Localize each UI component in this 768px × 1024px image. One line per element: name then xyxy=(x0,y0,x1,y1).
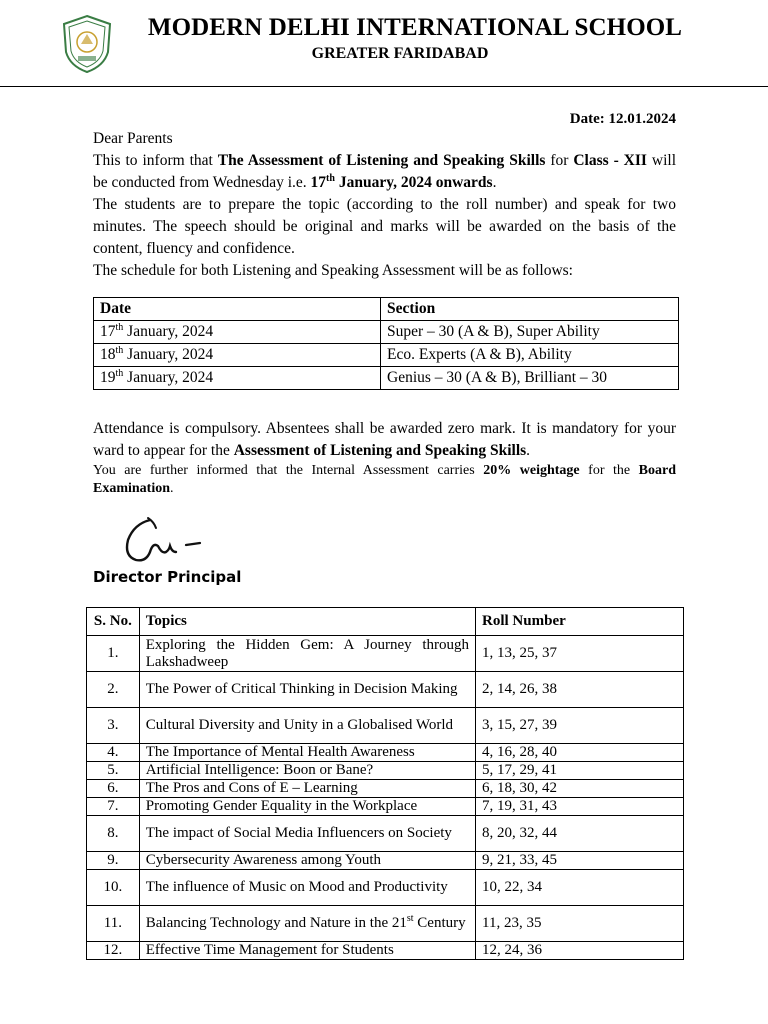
schedule-date: 18th January, 2024 xyxy=(94,344,381,367)
topic-rolls: 4, 16, 28, 40 xyxy=(476,744,684,762)
topic-row xyxy=(87,636,684,672)
topic-row xyxy=(87,672,684,708)
topic-title: The Importance of Mental Health Awareness xyxy=(139,744,475,762)
topic-row xyxy=(87,762,684,780)
topic-row xyxy=(87,942,684,960)
topic-title: Cultural Diversity and Unity in a Globalised World xyxy=(139,708,475,744)
topic-title: The Pros and Cons of E – Learning xyxy=(139,780,475,798)
topic-rolls: 8, 20, 32, 44 xyxy=(476,816,684,852)
signature xyxy=(120,512,210,568)
topics-header-sno: S. No. xyxy=(87,608,140,636)
topics-header-topics: Topics xyxy=(139,608,475,636)
schedule-table xyxy=(93,297,679,390)
schedule-date: 19th January, 2024 xyxy=(94,367,381,390)
topic-sno: 5. xyxy=(87,762,140,780)
topic-sno: 9. xyxy=(87,852,140,870)
schedule-row xyxy=(94,321,679,344)
topic-sno: 12. xyxy=(87,942,140,960)
topic-sno: 8. xyxy=(87,816,140,852)
topic-title: Exploring the Hidden Gem: A Journey through Lakshadweep xyxy=(139,636,475,672)
topic-row xyxy=(87,708,684,744)
school-location: GREATER FARIDABAD xyxy=(311,45,489,62)
topic-row xyxy=(87,816,684,852)
topic-rolls: 9, 21, 33, 45 xyxy=(476,852,684,870)
topic-row xyxy=(87,780,684,798)
schedule-section: Eco. Experts (A & B), Ability xyxy=(381,344,679,367)
topic-sno: 3. xyxy=(87,708,140,744)
schedule-header-row xyxy=(94,298,679,321)
topic-row xyxy=(87,870,684,906)
schedule-header-section: Section xyxy=(381,298,679,321)
topic-rolls: 7, 19, 31, 43 xyxy=(476,798,684,816)
schedule-row xyxy=(94,344,679,367)
salutation: Dear Parents xyxy=(93,130,173,147)
topic-row xyxy=(87,744,684,762)
letter-date: Date: 12.01.2024 xyxy=(569,111,676,127)
school-name: MODERN DELHI INTERNATIONAL SCHOOL xyxy=(147,14,683,41)
topic-rolls: 3, 15, 27, 39 xyxy=(476,708,684,744)
topic-title: Artificial Intelligence: Boon or Bane? xyxy=(139,762,475,780)
topic-row xyxy=(87,798,684,816)
topic-title: The impact of Social Media Influencers on Society xyxy=(139,816,475,852)
weightage-paragraph: You are further informed that the Internal Assessment carries 20% weightage for the Board Examination. xyxy=(93,463,676,496)
schedule-intro: The schedule for both Listening and Speaking Assessment will be as follows: xyxy=(93,262,573,279)
topic-title: Promoting Gender Equality in the Workplace xyxy=(139,798,475,816)
preparation-paragraph: The students are to prepare the topic (according to the roll number) and speak for two minutes. The speech should be original and marks will be awarded on the basis of the content, fluency and confidence. xyxy=(93,196,676,257)
topic-title: Effective Time Management for Students xyxy=(139,942,475,960)
topic-rolls: 12, 24, 36 xyxy=(476,942,684,960)
schedule-date: 17th January, 2024 xyxy=(94,321,381,344)
schedule-header-date: Date xyxy=(94,298,381,321)
intro-paragraph: This to inform that The Assessment of Listening and Speaking Skills for Class - XII will be conducted from Wednesday i.e. 17th January, 2024 onwards. xyxy=(93,152,676,191)
topic-title: The Power of Critical Thinking in Decision Making xyxy=(139,672,475,708)
topic-sno: 10. xyxy=(87,870,140,906)
attendance-paragraph: Attendance is compulsory. Absentees shall be awarded zero mark. It is mandatory for your ward to appear for the Assessment of Listening and Speaking Skills. xyxy=(93,420,676,459)
topics-header-roll: Roll Number xyxy=(476,608,684,636)
topics-table xyxy=(86,607,684,960)
header-divider xyxy=(0,86,768,87)
director-principal-title: Director Principal xyxy=(93,568,242,586)
topic-row xyxy=(87,852,684,870)
topic-sno: 1. xyxy=(87,636,140,672)
topic-rolls: 2, 14, 26, 38 xyxy=(476,672,684,708)
topic-title: Cybersecurity Awareness among Youth xyxy=(139,852,475,870)
topic-rolls: 10, 22, 34 xyxy=(476,870,684,906)
topic-sno: 7. xyxy=(87,798,140,816)
letter-body xyxy=(93,128,676,282)
schedule-section: Super – 30 (A & B), Super Ability xyxy=(381,321,679,344)
school-logo-crest xyxy=(60,14,114,74)
topic-row xyxy=(87,906,684,942)
topic-rolls: 1, 13, 25, 37 xyxy=(476,636,684,672)
topic-rolls: 6, 18, 30, 42 xyxy=(476,780,684,798)
schedule-row xyxy=(94,367,679,390)
topic-sno: 4. xyxy=(87,744,140,762)
topic-title: The influence of Music on Mood and Productivity xyxy=(139,870,475,906)
topic-rolls: 5, 17, 29, 41 xyxy=(476,762,684,780)
topic-title: Balancing Technology and Nature in the 21st Century xyxy=(139,906,475,942)
topic-sno: 2. xyxy=(87,672,140,708)
topic-sno: 6. xyxy=(87,780,140,798)
topic-rolls: 11, 23, 35 xyxy=(476,906,684,942)
topic-sno: 11. xyxy=(87,906,140,942)
schedule-section: Genius – 30 (A & B), Brilliant – 30 xyxy=(381,367,679,390)
topics-header-row xyxy=(87,608,684,636)
